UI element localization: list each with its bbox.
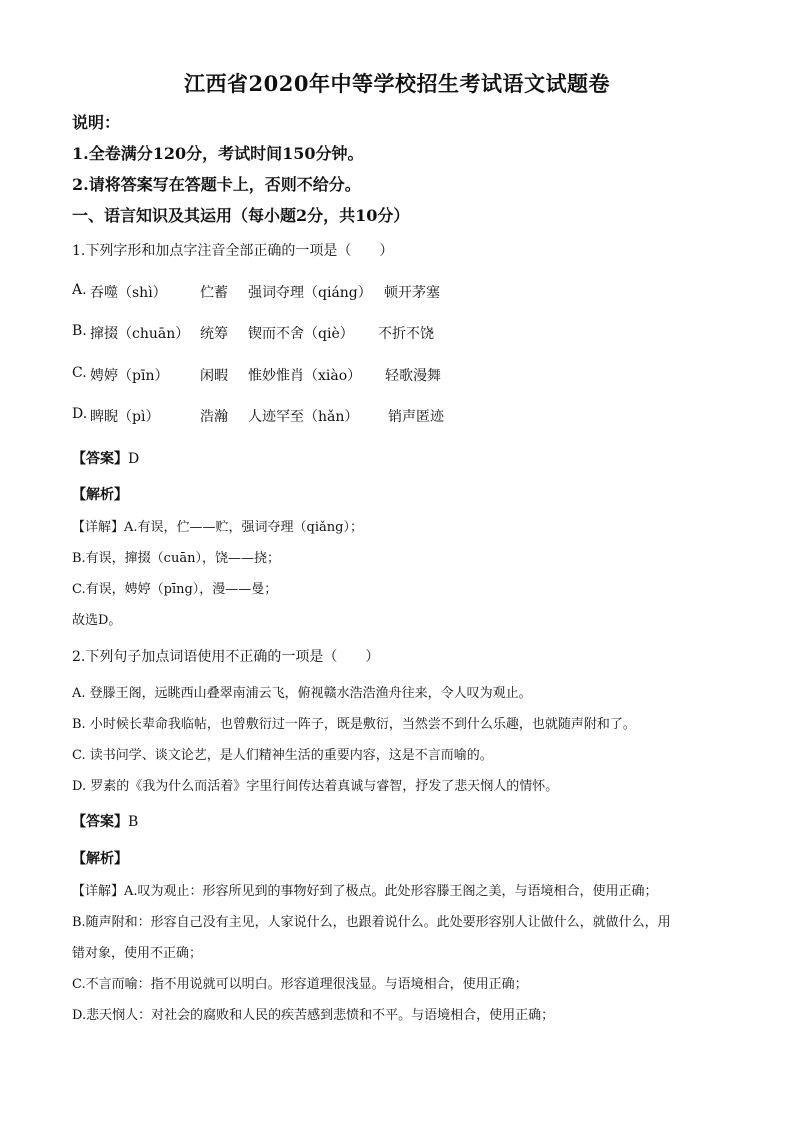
option-word: 统筹 xyxy=(200,326,228,342)
option-label: D. xyxy=(72,406,88,422)
question-1-detail-line: B.有误，撺掇（cuān），饶——挠； xyxy=(72,551,280,566)
answer-value: D xyxy=(128,451,140,467)
question-2-option-c: C. 读书问学、谈文论艺，是人们精神生活的重要内容，这是不言而喻的。 xyxy=(72,748,493,763)
question-1-option-c xyxy=(72,365,441,384)
option-word: 睥睨（pì） xyxy=(90,409,160,425)
option-word: 惟妙惟肖（xiào） xyxy=(248,368,362,384)
question-2-detail-line: D.悲天悯人：对社会的腐败和人民的疾苦感到悲愤和不平。与语境相合，使用正确； xyxy=(72,1008,555,1023)
option-word: 不折不饶 xyxy=(378,326,434,342)
question-1-analysis-tag: 【解析】 xyxy=(72,487,128,503)
option-word: 浩瀚 xyxy=(200,409,228,425)
question-2-stem: 2.下列句子加点词语使用不正确的一项是（ ） xyxy=(72,649,380,665)
question-1-option-b xyxy=(72,323,434,342)
option-word: 销声匿迹 xyxy=(388,409,444,425)
question-1-detail-line: C.有误，娉婷（pīng），漫——曼； xyxy=(72,582,278,597)
answer-tag: 【答案】 xyxy=(72,451,128,467)
question-2-detail-line: C.不言而喻：指不用说就可以明白。形容道理很浅显。与语境相合，使用正确； xyxy=(72,977,528,992)
question-2-option-b: B. 小时候长辈命我临帖，也曾敷衍过一阵子，既是敷衍，当然尝不到什么乐趣，也就随声附和了。 xyxy=(72,717,636,732)
question-1-option-a xyxy=(72,282,440,301)
question-2-detail-line: 【详解】A.叹为观止：形容所见到的事物好到了极点。此处形容滕王阁之美，与语境相合，使用正确； xyxy=(72,884,658,899)
question-1-detail-line: 故选D。 xyxy=(72,613,122,628)
question-1-answer xyxy=(72,448,139,468)
option-word: 人迹罕至（hǎn） xyxy=(248,409,359,425)
instruction-item-1: 1.全卷满分120分，考试时间150分钟。 xyxy=(72,144,364,163)
option-word: 强词夺理（qiáng） xyxy=(248,285,372,301)
option-word: 撺掇（chuān） xyxy=(90,326,190,342)
page-title: 江西省2020年中等学校招生考试语文试题卷 xyxy=(184,71,610,96)
question-2-analysis-tag: 【解析】 xyxy=(72,851,128,867)
option-label: B. xyxy=(72,323,87,339)
question-1-option-d xyxy=(72,406,444,425)
question-2-detail-line: 错对象，使用不正确； xyxy=(72,946,203,961)
instruction-item-2: 2.请将答案写在答题卡上，否则不给分。 xyxy=(72,175,361,194)
question-1-detail-line: 【详解】A.有误，伫——贮，强词夺理（qiǎng）； xyxy=(72,520,363,535)
option-word: 锲而不舍（qiè） xyxy=(248,326,354,342)
option-word: 顿开茅塞 xyxy=(384,285,440,301)
option-word: 娉婷（pīn） xyxy=(90,368,169,384)
option-word: 闲暇 xyxy=(200,368,228,384)
option-word: 吞噬（shì） xyxy=(90,285,167,301)
option-word: 轻歌漫舞 xyxy=(385,368,441,384)
question-2-detail-line: B.随声附和：形容自己没有主见，人家说什么，也跟着说什么。此处要形容别人让做什么，就做什么，用 xyxy=(72,915,671,930)
question-2-answer xyxy=(72,811,138,831)
option-label: A. xyxy=(72,282,87,298)
question-2-option-a: A. 登滕王阁，远眺西山叠翠南浦云飞，俯视赣水浩浩渔舟往来，令人叹为观止。 xyxy=(72,686,532,701)
instructions-heading: 说明： xyxy=(72,113,121,132)
section-heading: 一、语言知识及其运用（每小题2分，共10分） xyxy=(72,206,410,225)
option-label: C. xyxy=(72,365,87,381)
option-word: 伫蓄 xyxy=(200,285,228,301)
question-2-option-d: D. 罗素的《我为什么而活着》字里行间传达着真诚与睿智，抒发了悲天悯人的情怀。 xyxy=(72,779,559,794)
question-1-stem: 1.下列字形和加点字注音全部正确的一项是（ ） xyxy=(72,243,394,259)
answer-value: B xyxy=(128,814,139,830)
answer-tag: 【答案】 xyxy=(72,814,128,830)
